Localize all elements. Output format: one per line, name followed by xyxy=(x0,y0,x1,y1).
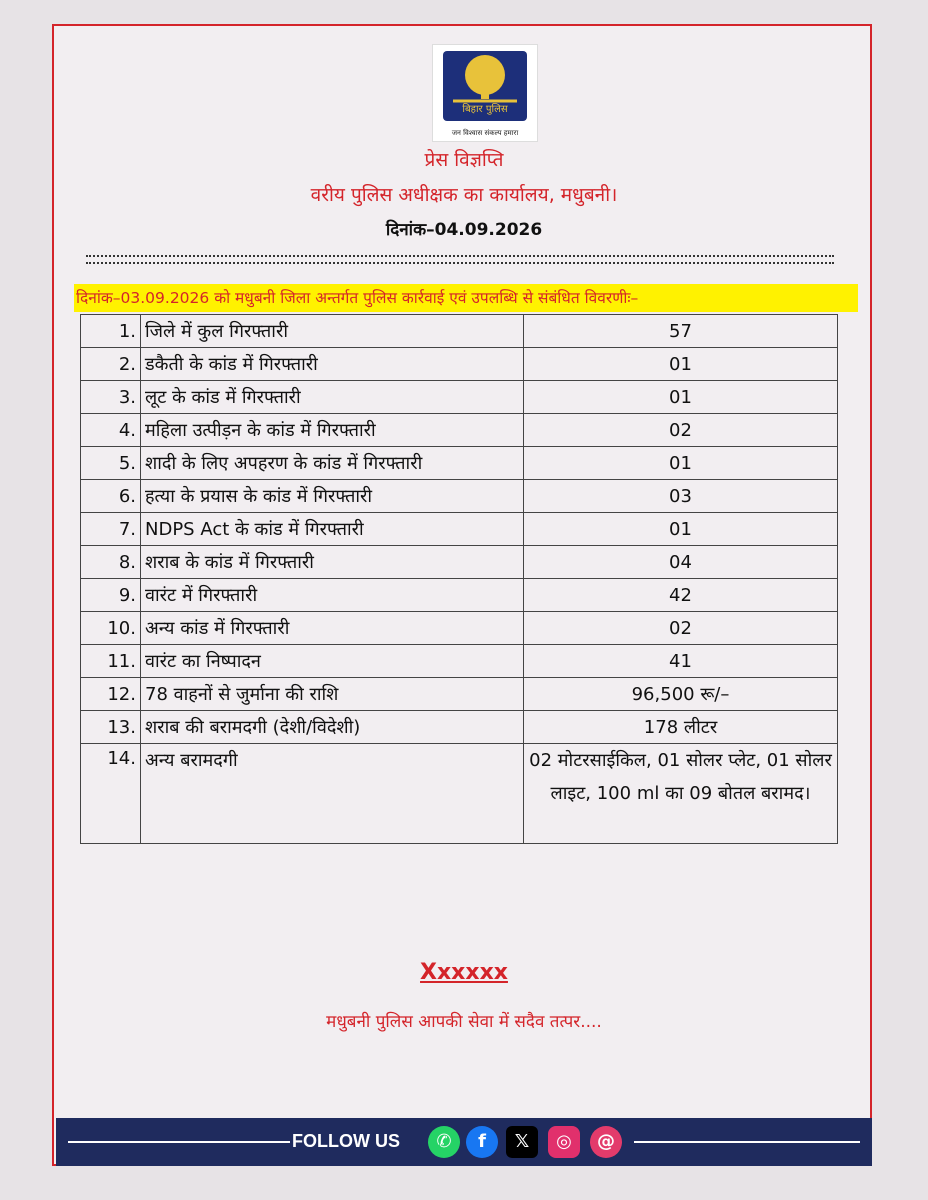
row-description: महिला उत्पीड़न के कांड में गिरफ्तारी xyxy=(141,414,524,447)
row-value: 178 लीटर xyxy=(524,711,838,744)
instagram-icon[interactable]: ◎ xyxy=(548,1126,580,1158)
follow-us-label: FOLLOW US xyxy=(292,1131,400,1151)
row-number: 5. xyxy=(81,447,141,480)
row-value: 57 xyxy=(524,315,838,348)
row-number: 9. xyxy=(81,579,141,612)
row-description: लूट के कांड में गिरफ्तारी xyxy=(141,381,524,414)
row-number: 2. xyxy=(81,348,141,381)
row-description: शादी के लिए अपहरण के कांड में गिरफ्तारी xyxy=(141,447,524,480)
row-description: वारंट में गिरफ्तारी xyxy=(141,579,524,612)
slogan: मधुबनी पुलिस आपकी सेवा में सदैव तत्पर.... xyxy=(326,1012,602,1032)
release-date: दिनांक–04.09.2026 xyxy=(385,220,543,240)
table-row xyxy=(81,315,838,348)
table-row xyxy=(81,381,838,414)
row-description: अन्य कांड में गिरफ्तारी xyxy=(141,612,524,645)
dotted-divider xyxy=(86,255,834,257)
row-value: 01 xyxy=(524,513,838,546)
footer-line xyxy=(634,1141,860,1143)
row-value: 41 xyxy=(524,645,838,678)
row-value: 03 xyxy=(524,480,838,513)
footer-line xyxy=(68,1141,290,1143)
row-number: 11. xyxy=(81,645,141,678)
facebook-icon[interactable]: f xyxy=(466,1126,498,1158)
row-value: 96,500 रू/– xyxy=(524,678,838,711)
row-number: 7. xyxy=(81,513,141,546)
table-row xyxy=(81,414,838,447)
row-number: 10. xyxy=(81,612,141,645)
arrest-statistics-table xyxy=(80,314,838,844)
row-description: शराब के कांड में गिरफ्तारी xyxy=(141,546,524,579)
logo-tagline: जन विश्वास संकल्प हमारा xyxy=(451,129,519,137)
row-description: 78 वाहनों से जुर्माना की राशि xyxy=(141,678,524,711)
row-description: जिले में कुल गिरफ्तारी xyxy=(141,315,524,348)
row-value: 01 xyxy=(524,348,838,381)
summary-heading: दिनांक–03.09.2026 को मधुबनी जिला अन्तर्गत पुलिस कार्रवाई एवं उपलब्धि से संबंधित विवरणीः– xyxy=(74,284,858,312)
row-description: शराब की बरामदगी (देशी/विदेशी) xyxy=(141,711,524,744)
whatsapp-icon[interactable]: ✆ xyxy=(428,1126,460,1158)
row-description: हत्या के प्रयास के कांड में गिरफ्तारी xyxy=(141,480,524,513)
table-row xyxy=(81,645,838,678)
row-number: 8. xyxy=(81,546,141,579)
row-number: 13. xyxy=(81,711,141,744)
row-value: 01 xyxy=(524,447,838,480)
signature: Xxxxxx xyxy=(420,960,508,985)
row-number: 6. xyxy=(81,480,141,513)
row-value: 02 मोटरसाईकिल, 01 सोलर प्लेट, 01 सोलर लाइट, 100 ml का 09 बोतल बरामद। xyxy=(524,744,838,844)
table-row xyxy=(81,480,838,513)
x-icon[interactable]: 𝕏 xyxy=(506,1126,538,1158)
row-number: 4. xyxy=(81,414,141,447)
table-row xyxy=(81,711,838,744)
row-description: वारंट का निष्पादन xyxy=(141,645,524,678)
row-value: 04 xyxy=(524,546,838,579)
row-value: 02 xyxy=(524,612,838,645)
table-row xyxy=(81,612,838,645)
row-number: 1. xyxy=(81,315,141,348)
row-number: 14. xyxy=(81,744,141,844)
row-value: 02 xyxy=(524,414,838,447)
table-row xyxy=(81,513,838,546)
table-row xyxy=(81,579,838,612)
row-description: अन्य बरामदगी xyxy=(141,744,524,844)
dotted-divider xyxy=(86,262,834,264)
office-name: वरीय पुलिस अधीक्षक का कार्यालय, मधुबनी। xyxy=(310,184,618,206)
row-description: डकैती के कांड में गिरफ्तारी xyxy=(141,348,524,381)
threads-icon[interactable]: @ xyxy=(590,1126,622,1158)
table-row xyxy=(81,744,838,844)
row-number: 3. xyxy=(81,381,141,414)
row-value: 01 xyxy=(524,381,838,414)
bihar-police-logo xyxy=(432,44,538,142)
row-description: NDPS Act के कांड में गिरफ्तारी xyxy=(141,513,524,546)
table-row xyxy=(81,447,838,480)
row-number: 12. xyxy=(81,678,141,711)
social-footer xyxy=(56,1118,872,1166)
logo-text: बिहार पुलिस xyxy=(462,104,508,115)
table-row xyxy=(81,348,838,381)
table-row xyxy=(81,678,838,711)
table-row xyxy=(81,546,838,579)
row-value: 42 xyxy=(524,579,838,612)
press-release-title: प्रेस विज्ञप्ति xyxy=(424,149,504,171)
